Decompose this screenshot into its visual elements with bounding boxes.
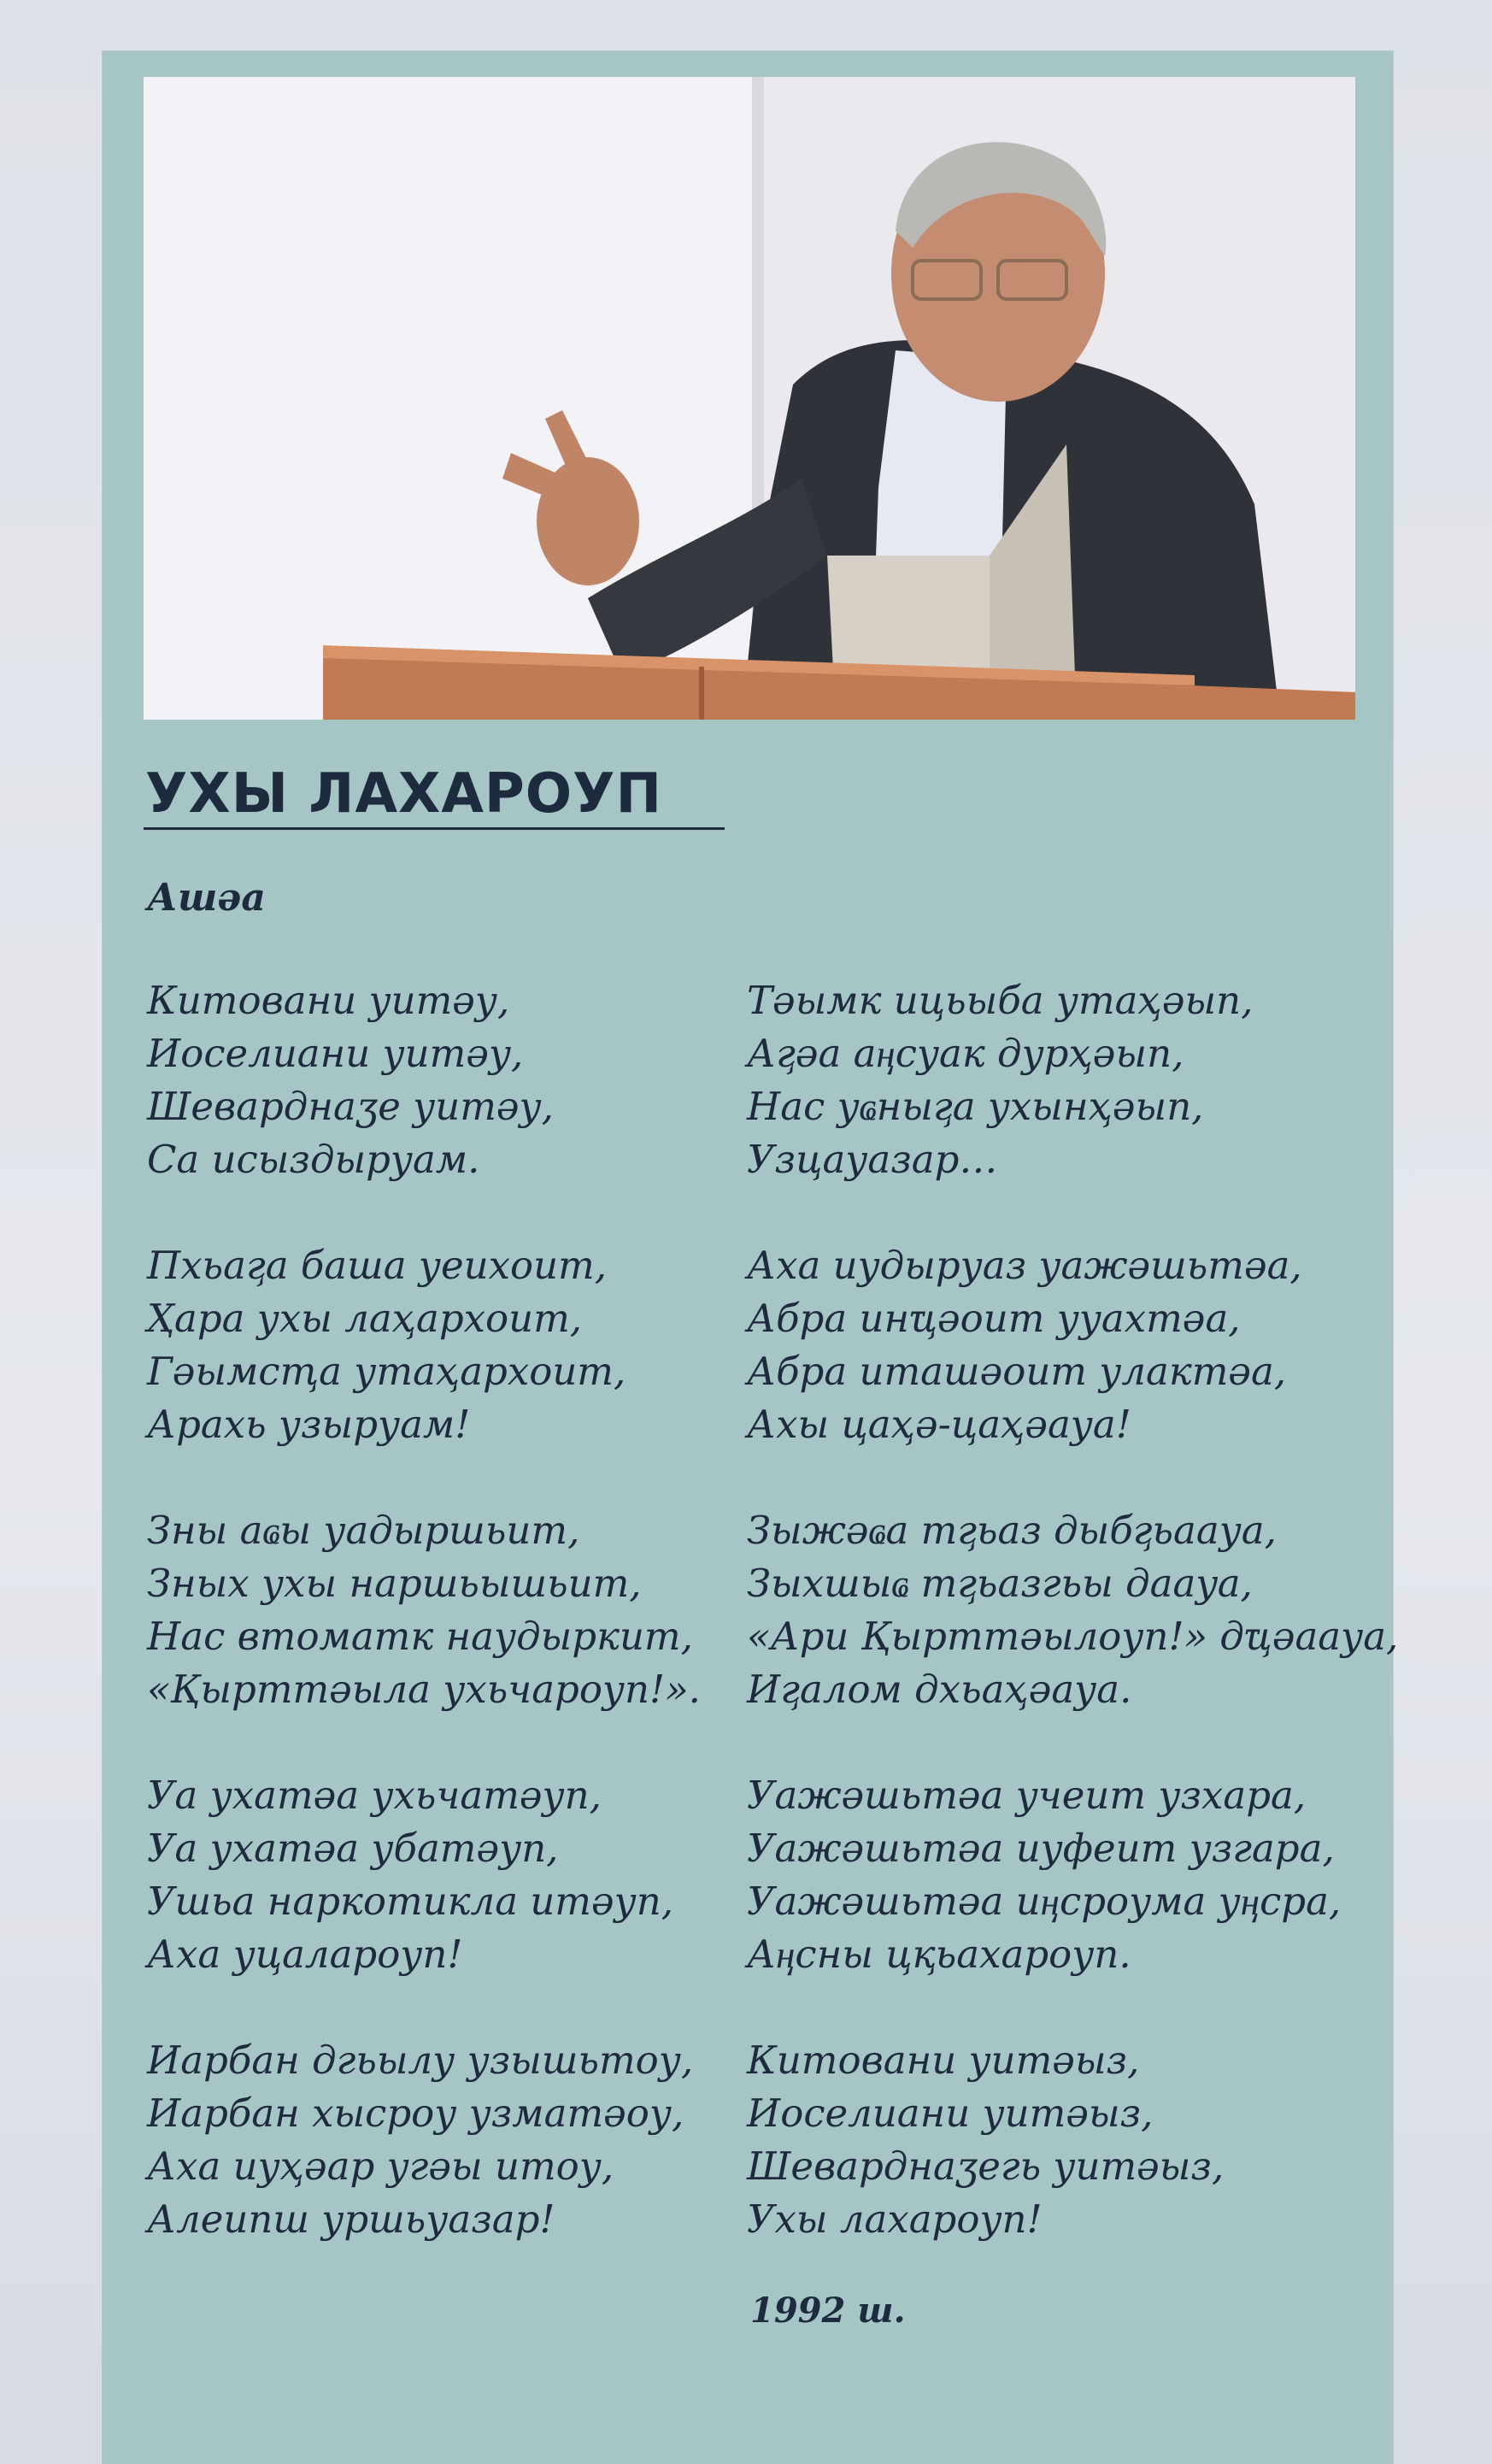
verse-line: Уажәшьтәа иӊсроума уӊсра, <box>747 1879 1342 1924</box>
stanza <box>747 1504 1399 1716</box>
verse-line: Зыхшыҩ тӷьазгьы дааyа, <box>747 1561 1253 1606</box>
verse-line: Алеипш уршьуазар! <box>147 2196 555 2242</box>
title-underline <box>144 827 725 830</box>
stanza <box>747 1239 1345 1451</box>
verse-line: Китовани уитәыз, <box>747 2038 1140 2083</box>
verse-line: Ҳара ухы лаҳархоит, <box>147 1296 583 1341</box>
verse-line: Китовани уитәу, <box>147 978 510 1023</box>
verse-line: Абра инҵәоит ууахтәа, <box>747 1296 1241 1341</box>
poet-reading-illustration <box>144 77 1355 720</box>
verse-line: Уа ухатәа убатәуп, <box>147 1826 559 1871</box>
verse-line: Зных ухы наршьышьит, <box>147 1561 642 1606</box>
verse-line: Уажәшьтәа иуфеит узгара, <box>747 1826 1335 1871</box>
verse-line: Зны аҩы уадыршьит, <box>147 1508 580 1553</box>
poem-title: УХЫ ЛАХАРОУП <box>145 762 663 826</box>
verse-line: Иӷалом дхьаҳәауа. <box>747 1667 1132 1712</box>
stanza <box>147 974 745 1186</box>
verse-line: Аха иудыруаз уажәшьтәа, <box>747 1243 1302 1288</box>
verse-line: Арахь узыруам! <box>147 1402 471 1447</box>
verse-line: Аха иуҳәар угәы итоу, <box>147 2144 614 2189</box>
verse-line: Ухы лахароуп! <box>747 2196 1043 2242</box>
verse-line: «Ари Қырттәылоуп!» дҵәаауа, <box>747 1614 1399 1659</box>
stanza <box>747 1769 1345 1981</box>
stanza <box>747 974 1345 1186</box>
verse-line: Уажәшьтәа учеит узхара, <box>747 1773 1307 1818</box>
poem-right-column <box>747 974 1399 2384</box>
verse-line: Зыжәҩа тӷьаз дыбӷьаауа, <box>747 1508 1277 1553</box>
stanza <box>147 1239 745 1451</box>
stanza <box>147 1504 745 1716</box>
poem-year: 1992 ш. <box>750 2291 906 2331</box>
verse-line: Иоселиани уитәыз, <box>747 2091 1154 2136</box>
poem-card <box>103 51 1399 2464</box>
verse-line: Ахы цаҳә-цаҳәауа! <box>747 1402 1131 1447</box>
verse-line: Нас втоматк наудыркит, <box>147 1614 693 1659</box>
verse-line: Аӊсны цқьахароуп. <box>747 1932 1131 1977</box>
verse-line: Узцауазар… <box>747 1137 998 1182</box>
stanza <box>747 2034 1345 2331</box>
poet-photo <box>144 77 1355 720</box>
verse-line: Тәымк ицьыба утаҳәып, <box>747 978 1254 1023</box>
verse-line: «Қырттәыла ухьчароуп!». <box>147 1667 701 1712</box>
verse-line: Уа ухатәа ухьчатәуп, <box>147 1773 602 1818</box>
stanza <box>147 2034 745 2246</box>
verse-line: Нас уҩныӷа ухынҳәып, <box>747 1084 1204 1129</box>
verse-line: Абра иташәоит улактәа, <box>747 1349 1287 1394</box>
poem-subtitle: Ашәа <box>147 876 266 920</box>
verse-line: Аӷәа аӊсуак дурҳәып, <box>747 1031 1184 1076</box>
verse-line: Ушьа наркотикла итәуп, <box>147 1879 674 1924</box>
poem-left-column <box>147 974 745 2299</box>
verse-line: Са исыздыруам. <box>147 1137 480 1182</box>
verse-line: Шеварднаӡе уитәу, <box>147 1084 554 1129</box>
verse-line: Пхьаӷа баша уеихоит, <box>147 1243 608 1288</box>
verse-line: Аха уцаларoуп! <box>147 1932 463 1977</box>
verse-line: Гәымсҭа утаҳархоит, <box>147 1349 626 1394</box>
verse-line: Шеварднаӡегь уитәыз, <box>747 2144 1225 2189</box>
verse-line: Иарбан хысроу узматәоу, <box>147 2091 684 2136</box>
verse-line: Иоселиани уитәу, <box>147 1031 524 1076</box>
stanza <box>147 1769 745 1981</box>
verse-line: Иарбан дгьылу узышьтоу, <box>147 2038 694 2083</box>
